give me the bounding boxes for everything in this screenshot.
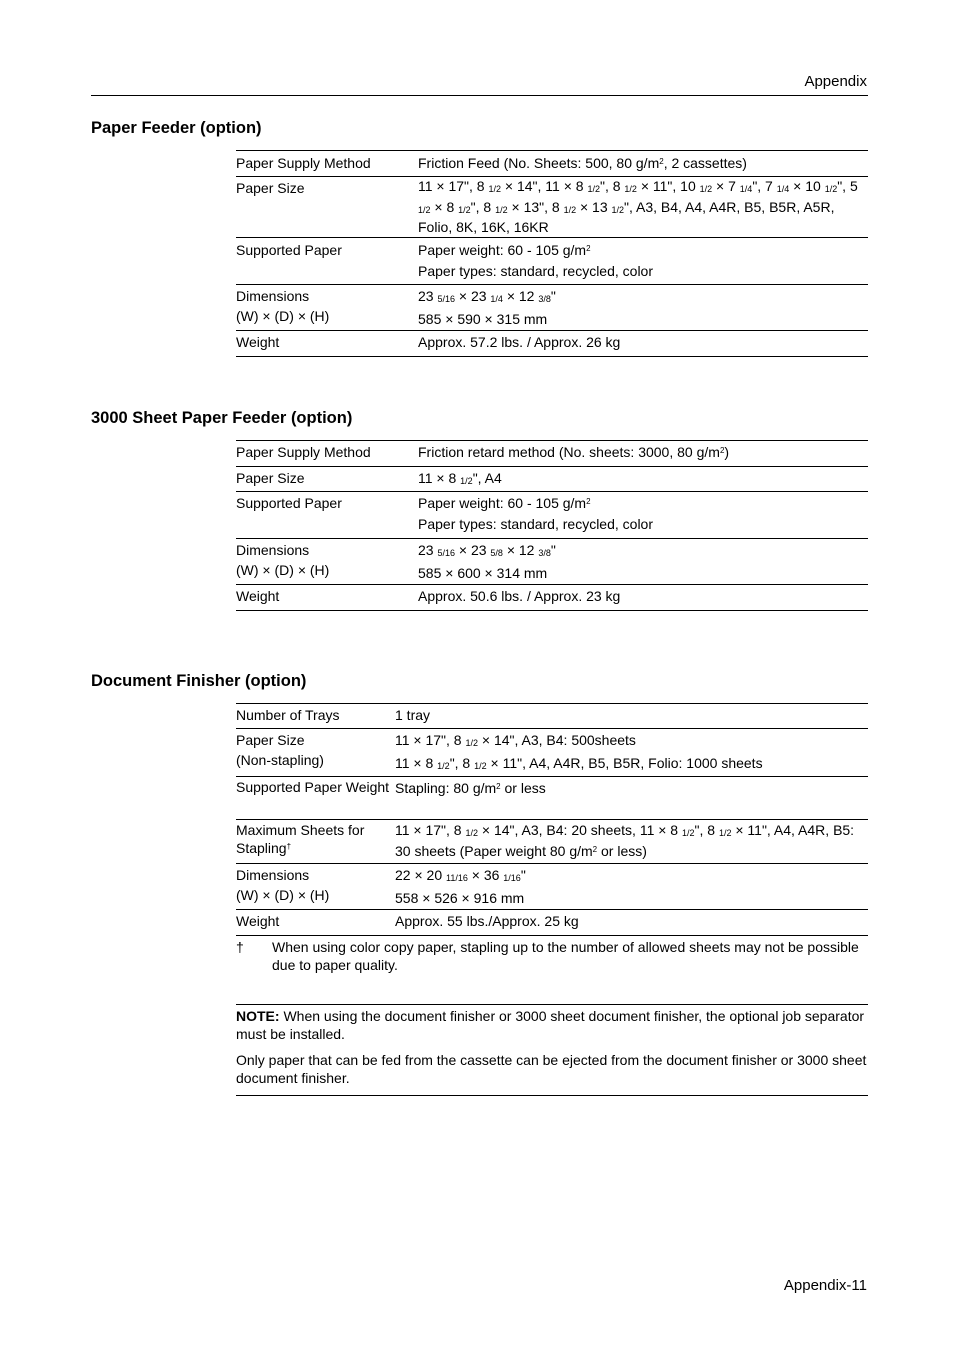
table-row [236, 441, 868, 467]
row-value: 22 × 20 11/16 × 36 1/16" [395, 867, 526, 883]
note-paragraph-2: Only paper that can be fed from the cassette can be ejected from the document finisher or 3000 sheet document finisher. [236, 1052, 867, 1086]
table-row [236, 729, 868, 777]
footnote [236, 938, 868, 974]
row-value: Approx. 50.6 lbs. / Approx. 23 kg [418, 588, 621, 604]
footnote-marker: † [236, 939, 244, 955]
row-label: (W) × (D) × (H) [236, 562, 330, 578]
row-value: 1 tray [395, 707, 431, 723]
row-value: 11 × 8 1/2", 8 1/2 × 11", A4, A4R, B5, B5R, Folio: 1000 sheets [395, 755, 763, 771]
row-value: 11 × 8 1/2", A4 [418, 470, 502, 486]
row-label: Maximum Sheets for Stapling† [236, 822, 365, 856]
table-row [236, 237, 868, 284]
row-value: 11 × 17", 8 1/2 × 14", 11 × 8 1/2", 8 1/2 × 11", 10 1/2 × 7 1/4", 7 1/4 × 10 1/2", 5 1/2 × 8 1/2", 8 1/2 × 13", 8 1/2 × 13 1/2", A3, B4, A4, A4R, B5, B5R, A5R, Folio, 8K, 16K, 16KR [418, 178, 858, 235]
table-row [236, 330, 868, 356]
row-label: Supported Paper [236, 241, 342, 258]
row-value: 23 5/16 × 23 1/4 × 12 3/8" [418, 287, 556, 304]
note-paragraph [236, 1007, 868, 1043]
row-label: Dimensions [236, 867, 310, 883]
footnote-text: When using color copy paper, stapling up to the number of allowed sheets may not be possible due to paper quality. [272, 939, 859, 973]
row-value: Friction Feed (No. Sheets: 500, 80 $g/m^2$, 2 cassettes) [418, 155, 747, 171]
row-label: Weight [236, 913, 280, 929]
spec-table-paper-feeder [236, 150, 868, 357]
running-header: Appendix [804, 73, 867, 90]
row-label: Supported Paper Weight [236, 779, 390, 795]
table-row [236, 151, 868, 177]
row-label: Number of Trays [236, 707, 340, 723]
row-value: 11 × 17", 8 1/2 × 14", A3, B4: 500sheets [395, 732, 636, 748]
row-label: Dimensions [236, 287, 310, 304]
row-value: Approx. 57.2 lbs. / Approx. 26 kg [418, 333, 621, 350]
table-row [236, 284, 868, 330]
row-value: Approx. 55 lbs./Approx. 25 kg [395, 913, 579, 929]
page-number: Appendix-11 [783, 1277, 867, 1294]
table-row [236, 704, 868, 729]
table-row [236, 177, 868, 238]
table-row [236, 820, 868, 864]
row-label: Paper Size [236, 470, 305, 486]
section-title-document-finisher: Document Finisher (option) [91, 672, 307, 690]
spec-table-document-finisher [236, 703, 868, 936]
row-value: Paper weight: 60 - 105 $g/m^2$ [418, 241, 591, 258]
row-value: Friction retard method (No. sheets: 3000, 80 $g/m^2$) [418, 444, 730, 460]
row-label: Dimensions [236, 542, 310, 558]
section-title-paper-feeder: Paper Feeder (option) [91, 119, 262, 137]
table-row [236, 467, 868, 492]
row-value: Stapling: 80 $g/m^2$ or less [395, 780, 546, 796]
row-value: 585 × 600 × 314 mm [418, 565, 548, 581]
row-label: Supported Paper [236, 495, 342, 511]
row-label: Paper Size [236, 180, 305, 196]
row-value: 23 5/16 × 23 5/8 × 12 3/8" [418, 542, 556, 558]
note-label: NOTE: [236, 1008, 280, 1024]
row-label: Paper Supply Method [236, 155, 371, 171]
row-label: Weight [236, 588, 280, 604]
table-row [236, 492, 868, 539]
note-text: When using the document finisher or 3000 sheet document finisher, the optional job separator must be installed. [236, 1008, 865, 1042]
row-value: 11 × 17", 8 1/2 × 14", A3, B4: 20 sheets, 11 × 8 1/2", 8 1/2 × 11", A4, A4R, B5: 30 sheets (Paper weight 80 $g/m^2$ or less) [395, 822, 855, 859]
row-value: 558 × 526 × 916 mm [395, 890, 525, 906]
table-row [236, 539, 868, 585]
row-label: Paper Size [236, 732, 305, 748]
row-label: Paper Supply Method [236, 444, 371, 460]
row-label: (W) × (D) × (H) [236, 887, 330, 903]
table-row [236, 910, 868, 936]
row-value: Paper types: standard, recycled, color [418, 516, 654, 532]
header-rule [91, 95, 868, 96]
row-label: (W) × (D) × (H) [236, 307, 330, 324]
section-title-3000-sheet-feeder: 3000 Sheet Paper Feeder (option) [91, 409, 353, 427]
row-value: 585 × 590 × 315 mm [418, 310, 548, 327]
table-row [236, 777, 868, 820]
row-value: Paper types: standard, recycled, color [418, 262, 654, 279]
row-label: Weight [236, 333, 280, 350]
row-label: (Non-stapling) [236, 752, 324, 768]
row-value: Paper weight: 60 - 105 $g/m^2$ [418, 495, 591, 511]
table-row [236, 864, 868, 910]
table-row [236, 585, 868, 611]
note-box [236, 1004, 868, 1096]
spec-table-3000-sheet-feeder [236, 440, 868, 611]
